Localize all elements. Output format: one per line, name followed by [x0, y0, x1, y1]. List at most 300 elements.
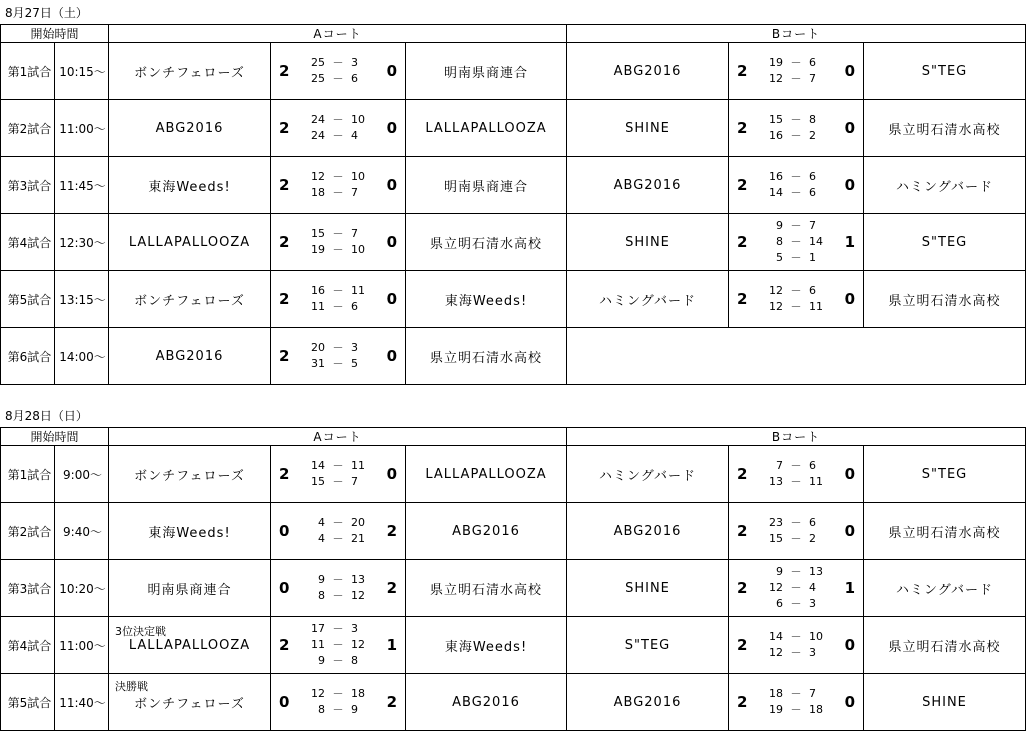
sets-won-team2: 0	[844, 176, 855, 194]
set-score	[297, 621, 379, 637]
score-cell	[729, 503, 864, 560]
team-name: ボンチフェローズ	[134, 696, 245, 712]
game-number: 第1試合	[1, 446, 55, 503]
set-score	[755, 596, 837, 612]
set-score	[297, 185, 379, 201]
set-scores	[297, 100, 379, 156]
sets-won-team1: 2	[737, 522, 748, 540]
set-score	[297, 474, 379, 490]
set-points-team2: 6	[809, 186, 816, 199]
set-points-team2: 6	[809, 170, 816, 183]
team-cell	[864, 674, 1026, 731]
set-dash: －	[790, 581, 802, 594]
set-points-team1: 19	[769, 56, 783, 69]
set-points-team2: 1	[809, 251, 816, 264]
match-row	[1, 446, 1026, 503]
set-dash: －	[332, 638, 344, 651]
day-date: 8月27日（土）	[5, 6, 88, 20]
match-type-label: 3位決定戦	[115, 624, 166, 638]
set-score	[755, 169, 837, 185]
sets-won-team2: 0	[844, 62, 855, 80]
set-points-team2: 10	[351, 113, 365, 126]
set-points-team2: 7	[809, 72, 816, 85]
sets-won-team2: 2	[386, 693, 397, 711]
set-dash: －	[790, 703, 802, 716]
team-cell	[406, 617, 567, 674]
score-cell	[271, 503, 406, 560]
set-score	[297, 169, 379, 185]
score-cell	[729, 43, 864, 100]
set-dash: －	[332, 72, 344, 85]
set-points-team2: 14	[809, 235, 823, 248]
set-points-team1: 9	[776, 565, 783, 578]
set-scores	[755, 157, 837, 213]
sets-won-team2: 0	[386, 62, 397, 80]
sets-won-team1: 2	[279, 290, 290, 308]
set-dash: －	[790, 516, 802, 529]
team-cell	[109, 43, 271, 100]
set-dash: －	[790, 597, 802, 610]
set-dash: －	[332, 516, 344, 529]
set-points-team1: 16	[311, 284, 325, 297]
set-points-team1: 8	[318, 589, 325, 602]
set-score	[755, 458, 837, 474]
team-name: 東海Weeds!	[148, 179, 231, 195]
set-dash: －	[332, 357, 344, 370]
set-dash: －	[790, 300, 802, 313]
team-name: S"TEG	[921, 466, 968, 482]
court-b-header: Bコート	[567, 25, 1026, 43]
match-row	[1, 503, 1026, 560]
set-dash: －	[332, 573, 344, 586]
set-score	[755, 250, 837, 266]
set-scores	[297, 674, 379, 730]
set-score	[755, 112, 837, 128]
set-dash: －	[790, 646, 802, 659]
team-cell	[406, 560, 567, 617]
set-points-team2: 6	[809, 56, 816, 69]
team-cell	[109, 100, 271, 157]
team-name: ハミングバード	[896, 179, 993, 195]
start-time: 14:00～	[55, 328, 109, 385]
day-schedule-table	[0, 427, 1026, 731]
set-score	[297, 458, 379, 474]
set-score	[755, 564, 837, 580]
team-name: 県立明石清水高校	[888, 293, 1001, 309]
set-dash: －	[790, 475, 802, 488]
score-cell	[271, 43, 406, 100]
set-dash: －	[332, 284, 344, 297]
game-number: 第2試合	[1, 503, 55, 560]
start-time: 9:40～	[55, 503, 109, 560]
match-row	[1, 617, 1026, 674]
sets-won-team2: 0	[386, 465, 397, 483]
set-points-team2: 11	[351, 284, 365, 297]
sets-won-team1: 2	[279, 465, 290, 483]
team-cell	[109, 328, 271, 385]
sets-won-team2: 2	[386, 522, 397, 540]
team-name: 県立明石清水高校	[888, 525, 1001, 541]
day-schedule-table	[0, 24, 1026, 385]
set-points-team1: 12	[769, 300, 783, 313]
set-points-team2: 4	[809, 581, 816, 594]
set-points-team2: 6	[809, 516, 816, 529]
set-scores	[755, 214, 837, 270]
team-name: 明南県商連合	[443, 179, 528, 195]
team-cell	[864, 214, 1026, 271]
set-score	[755, 185, 837, 201]
set-scores	[755, 271, 837, 327]
set-points-team2: 5	[351, 357, 358, 370]
set-points-team2: 12	[351, 589, 365, 602]
set-points-team1: 23	[769, 516, 783, 529]
sets-won-team2: 0	[844, 119, 855, 137]
set-points-team2: 3	[351, 622, 358, 635]
team-cell	[109, 214, 271, 271]
team-name: 県立明石清水高校	[888, 639, 1001, 655]
score-cell	[729, 617, 864, 674]
set-dash: －	[332, 300, 344, 313]
game-number: 第3試合	[1, 157, 55, 214]
set-points-team2: 3	[351, 56, 358, 69]
sets-won-team1: 2	[279, 636, 290, 654]
set-score	[297, 242, 379, 258]
set-points-team2: 3	[809, 597, 816, 610]
sets-won-team2: 0	[844, 693, 855, 711]
team-name: ABG2016	[613, 694, 682, 710]
team-cell	[406, 503, 567, 560]
set-points-team2: 4	[351, 129, 358, 142]
set-points-team2: 8	[809, 113, 816, 126]
team-cell	[567, 43, 729, 100]
sets-won-team1: 2	[737, 233, 748, 251]
set-score	[755, 283, 837, 299]
set-points-team1: 15	[311, 227, 325, 240]
score-cell	[729, 157, 864, 214]
team-cell	[567, 214, 729, 271]
set-score	[297, 637, 379, 653]
set-points-team1: 14	[311, 459, 325, 472]
empty-court-cell	[567, 328, 1026, 385]
team-name: ハミングバード	[599, 468, 696, 484]
sets-won-team2: 0	[386, 233, 397, 251]
set-score	[755, 580, 837, 596]
set-dash: －	[332, 341, 344, 354]
team-cell	[406, 157, 567, 214]
set-points-team1: 25	[311, 72, 325, 85]
team-name: ABG2016	[613, 523, 682, 539]
set-score	[755, 55, 837, 71]
set-points-team2: 18	[351, 687, 365, 700]
team-cell	[567, 674, 729, 731]
team-name: SHINE	[625, 120, 670, 136]
set-dash: －	[790, 532, 802, 545]
sets-won-team2: 1	[844, 579, 855, 597]
set-points-team1: 24	[311, 129, 325, 142]
set-score	[297, 55, 379, 71]
set-scores	[297, 157, 379, 213]
team-name: 東海Weeds!	[444, 293, 528, 309]
set-dash: －	[332, 170, 344, 183]
set-points-team1: 14	[769, 630, 783, 643]
set-points-team1: 12	[311, 170, 325, 183]
sets-won-team1: 2	[737, 636, 748, 654]
set-dash: －	[332, 459, 344, 472]
match-type-label: 決勝戦	[115, 679, 148, 693]
set-dash: －	[790, 113, 802, 126]
sets-won-team2: 0	[844, 522, 855, 540]
team-name: ABG2016	[155, 120, 224, 136]
sets-won-team2: 0	[844, 465, 855, 483]
set-points-team1: 8	[776, 235, 783, 248]
start-time-header: 開始時間	[1, 25, 109, 43]
set-scores	[297, 617, 379, 673]
score-cell	[271, 214, 406, 271]
set-points-team2: 11	[809, 475, 823, 488]
game-number: 第5試合	[1, 674, 55, 731]
team-name: S"TEG	[921, 234, 968, 250]
set-score	[297, 686, 379, 702]
score-cell	[729, 214, 864, 271]
score-cell	[271, 100, 406, 157]
score-cell	[271, 446, 406, 503]
set-points-team1: 13	[769, 475, 783, 488]
set-points-team1: 19	[769, 703, 783, 716]
set-points-team1: 9	[776, 219, 783, 232]
team-name: 県立明石清水高校	[888, 122, 1001, 138]
set-points-team1: 9	[318, 573, 325, 586]
set-scores	[755, 617, 837, 673]
sets-won-team1: 2	[279, 347, 290, 365]
sets-won-team1: 2	[737, 119, 748, 137]
team-cell	[864, 503, 1026, 560]
score-cell	[729, 271, 864, 328]
game-number: 第2試合	[1, 100, 55, 157]
set-score	[297, 588, 379, 604]
set-points-team1: 11	[311, 300, 325, 313]
team-name: SHINE	[625, 234, 670, 250]
set-dash: －	[332, 703, 344, 716]
header-row	[1, 25, 1026, 43]
team-name: 県立明石清水高校	[429, 350, 542, 366]
set-points-team1: 20	[311, 341, 325, 354]
set-score	[755, 645, 837, 661]
set-dash: －	[790, 56, 802, 69]
sets-won-team2: 0	[386, 119, 397, 137]
set-dash: －	[332, 56, 344, 69]
set-points-team1: 5	[776, 251, 783, 264]
sets-won-team1: 2	[737, 290, 748, 308]
match-row	[1, 271, 1026, 328]
sets-won-team1: 0	[279, 522, 290, 540]
set-points-team2: 9	[351, 703, 358, 716]
set-dash: －	[332, 227, 344, 240]
sets-won-team2: 0	[386, 347, 397, 365]
set-score	[297, 702, 379, 718]
set-points-team2: 6	[809, 459, 816, 472]
start-time: 11:00～	[55, 100, 109, 157]
set-points-team1: 16	[769, 170, 783, 183]
set-points-team1: 31	[311, 357, 325, 370]
team-cell	[864, 446, 1026, 503]
set-points-team1: 12	[311, 687, 325, 700]
team-cell	[864, 617, 1026, 674]
set-score	[755, 686, 837, 702]
set-dash: －	[790, 219, 802, 232]
team-name: 明南県商連合	[443, 65, 528, 81]
court-a-header: Aコート	[109, 25, 567, 43]
set-points-team1: 12	[769, 581, 783, 594]
set-dash: －	[332, 129, 344, 142]
match-row	[1, 674, 1026, 731]
score-cell	[271, 271, 406, 328]
set-score	[297, 356, 379, 372]
score-cell	[271, 560, 406, 617]
set-score	[297, 71, 379, 87]
match-row	[1, 157, 1026, 214]
set-points-team2: 6	[351, 300, 358, 313]
team-name: LALLAPALLOOZA	[425, 120, 547, 136]
set-points-team2: 12	[351, 638, 365, 651]
set-dash: －	[332, 113, 344, 126]
set-dash: －	[332, 532, 344, 545]
team-name: SHINE	[625, 580, 670, 596]
set-points-team1: 17	[311, 622, 325, 635]
match-row	[1, 100, 1026, 157]
set-score	[297, 340, 379, 356]
set-score	[755, 234, 837, 250]
sets-won-team1: 2	[737, 693, 748, 711]
team-cell	[864, 43, 1026, 100]
sets-won-team1: 2	[279, 62, 290, 80]
team-cell	[109, 560, 271, 617]
set-points-team2: 20	[351, 516, 365, 529]
set-score	[297, 128, 379, 144]
set-scores	[297, 271, 379, 327]
set-points-team2: 2	[809, 532, 816, 545]
set-score	[755, 474, 837, 490]
sets-won-team1: 2	[279, 233, 290, 251]
set-score	[755, 218, 837, 234]
sets-won-team1: 0	[279, 579, 290, 597]
team-name: LALLAPALLOOZA	[425, 466, 547, 482]
court-b-header: Bコート	[567, 428, 1026, 446]
team-cell	[109, 271, 271, 328]
set-points-team2: 7	[351, 475, 358, 488]
set-score	[297, 572, 379, 588]
set-score	[755, 71, 837, 87]
sets-won-team1: 2	[737, 176, 748, 194]
sets-won-team1: 0	[279, 693, 290, 711]
set-points-team2: 6	[351, 72, 358, 85]
set-points-team2: 11	[351, 459, 365, 472]
set-points-team2: 7	[351, 186, 358, 199]
team-name: 東海Weeds!	[148, 525, 231, 541]
sets-won-team1: 2	[737, 62, 748, 80]
sets-won-team2: 2	[386, 579, 397, 597]
set-points-team1: 24	[311, 113, 325, 126]
set-points-team1: 15	[769, 113, 783, 126]
set-score	[755, 629, 837, 645]
set-points-team2: 7	[809, 687, 816, 700]
start-time: 12:30～	[55, 214, 109, 271]
set-scores	[297, 446, 379, 502]
set-points-team2: 7	[809, 219, 816, 232]
team-cell	[567, 271, 729, 328]
sets-won-team2: 1	[386, 636, 397, 654]
set-points-team1: 15	[311, 475, 325, 488]
set-dash: －	[790, 630, 802, 643]
set-points-team2: 21	[351, 532, 365, 545]
sets-won-team1: 2	[737, 465, 748, 483]
team-name: 明南県商連合	[147, 582, 232, 598]
score-cell	[271, 328, 406, 385]
set-points-team2: 11	[809, 300, 823, 313]
team-cell	[567, 100, 729, 157]
set-dash: －	[790, 235, 802, 248]
set-scores	[297, 503, 379, 559]
team-name: ハミングバード	[599, 293, 696, 309]
team-cell	[406, 328, 567, 385]
set-points-team1: 4	[318, 532, 325, 545]
set-dash: －	[790, 284, 802, 297]
set-dash: －	[332, 687, 344, 700]
score-cell	[729, 560, 864, 617]
header-row	[1, 428, 1026, 446]
game-number: 第4試合	[1, 214, 55, 271]
set-points-team1: 7	[776, 459, 783, 472]
set-points-team2: 3	[351, 341, 358, 354]
sets-won-team2: 0	[844, 290, 855, 308]
set-dash: －	[332, 654, 344, 667]
set-points-team1: 19	[311, 243, 325, 256]
sets-won-team1: 2	[279, 176, 290, 194]
game-number: 第5試合	[1, 271, 55, 328]
set-scores	[297, 560, 379, 616]
score-cell	[729, 100, 864, 157]
game-number: 第4試合	[1, 617, 55, 674]
set-scores	[297, 214, 379, 270]
set-points-team1: 12	[769, 646, 783, 659]
sets-won-team2: 1	[844, 233, 855, 251]
team-name: 県立明石清水高校	[429, 236, 542, 252]
start-time: 10:20～	[55, 560, 109, 617]
game-number: 第1試合	[1, 43, 55, 100]
set-score	[297, 299, 379, 315]
set-points-team1: 12	[769, 72, 783, 85]
set-score	[297, 653, 379, 669]
team-cell	[109, 446, 271, 503]
set-score	[297, 531, 379, 547]
start-time-header: 開始時間	[1, 428, 109, 446]
team-cell	[406, 271, 567, 328]
team-cell	[567, 503, 729, 560]
team-name: LALLAPALLOOZA	[128, 234, 251, 250]
set-dash: －	[790, 459, 802, 472]
team-cell	[406, 446, 567, 503]
set-points-team2: 6	[809, 284, 816, 297]
match-row	[1, 560, 1026, 617]
start-time: 11:00～	[55, 617, 109, 674]
set-points-team2: 3	[809, 646, 816, 659]
game-number: 第6試合	[1, 328, 55, 385]
set-points-team1: 25	[311, 56, 325, 69]
team-cell	[109, 503, 271, 560]
sets-won-team1: 2	[737, 579, 748, 597]
set-points-team2: 8	[351, 654, 358, 667]
set-scores	[755, 560, 837, 616]
team-cell	[864, 157, 1026, 214]
